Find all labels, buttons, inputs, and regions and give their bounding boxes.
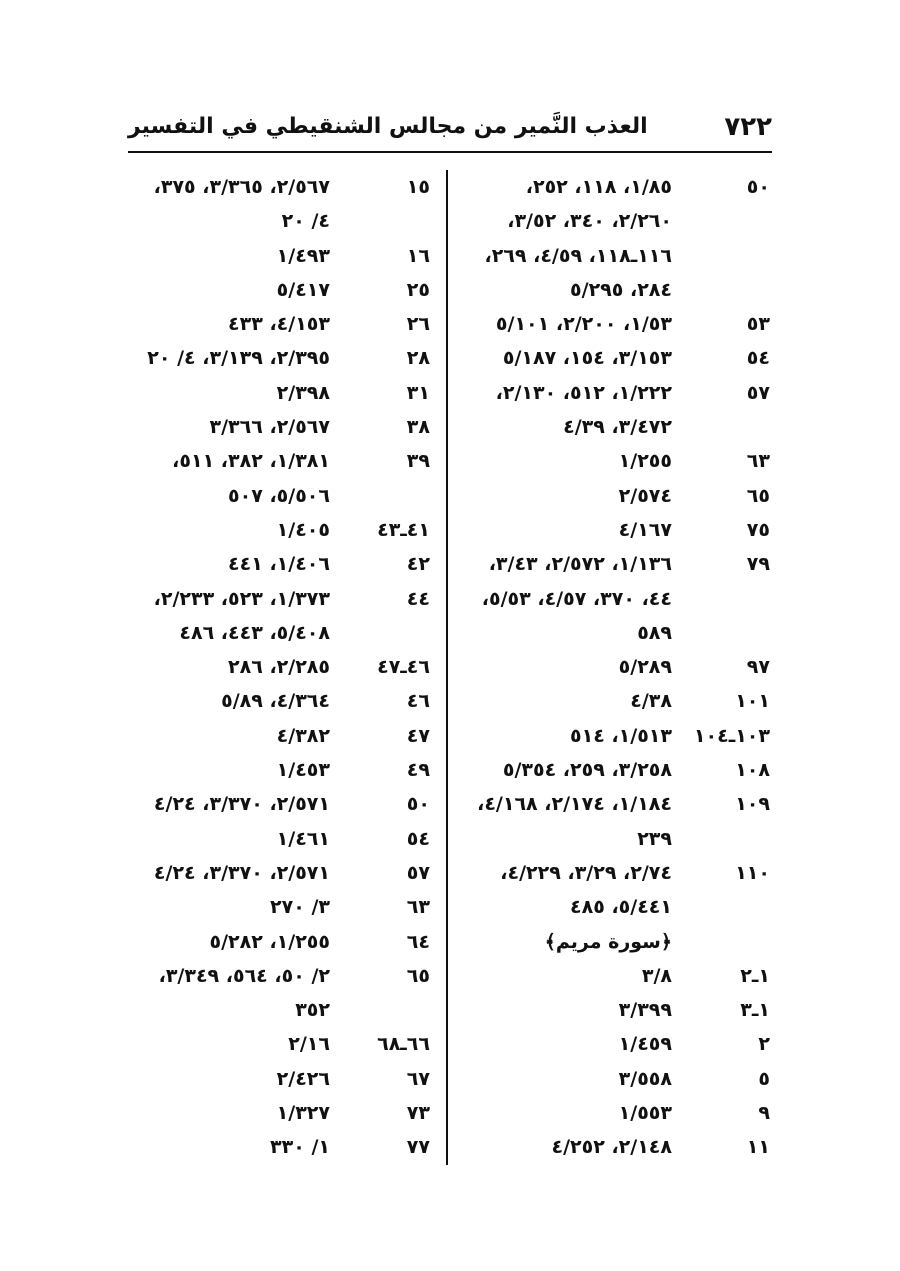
volume-page-refs: ٢/٥٧٤	[618, 484, 672, 507]
index-row	[460, 307, 770, 341]
volume-page-refs: ٤/١٥٣، ٤٣٣	[228, 313, 330, 336]
volume-page-refs: ٥/٥٠٦، ٥٠٧	[228, 484, 330, 507]
verse-number: ٧٥	[746, 518, 770, 541]
volume-page-refs: ٤/٣٦٤، ٥/٨٩	[221, 690, 330, 713]
index-row	[118, 856, 438, 890]
verse-number: ٤٩	[406, 759, 430, 782]
verse-number: ٤٦	[406, 690, 430, 713]
volume-page-refs: ٣/٨	[641, 964, 672, 987]
volume-page-refs: ١/٣٨١، ٣٨٢، ٥١١،	[172, 450, 330, 473]
volume-page-refs: ٣٥٢	[295, 999, 330, 1022]
volume-page-refs: ١/٤٠٦، ٤٤١	[228, 553, 330, 576]
index-row	[460, 1096, 770, 1130]
index-row	[118, 890, 438, 924]
verse-number: ٦٧	[406, 1067, 430, 1090]
verse-number: ٦٥	[746, 484, 770, 507]
volume-page-refs: ٢/٥٧١، ٣/٣٧٠، ٤/٢٤	[153, 861, 330, 884]
index-row	[460, 684, 770, 718]
verse-number: ٦٤	[406, 930, 430, 953]
volume-page-refs: ١/٣٧٣، ٥٢٣، ٢/٢٣٣،	[153, 587, 330, 610]
index-row	[118, 444, 438, 478]
left-column	[118, 170, 438, 1165]
volume-page-refs: ١/٥١٣، ٥١٤	[570, 724, 672, 747]
index-row	[118, 1130, 438, 1164]
volume-page-refs: ٥٨٩	[637, 621, 672, 644]
verse-number: ٥٧	[406, 861, 430, 884]
volume-page-refs: ١/١٨٤، ٢/١٧٤، ٤/١٦٨،	[477, 793, 672, 816]
verse-number: ٣٩	[406, 450, 430, 473]
index-row	[118, 650, 438, 684]
index-row	[460, 787, 770, 821]
index-row	[460, 753, 770, 787]
verse-number: ٧٧	[406, 1136, 430, 1159]
index-row	[460, 1130, 770, 1164]
index-row	[460, 341, 770, 375]
volume-page-refs: ٢/٥٧١، ٣/٣٧٠، ٤/٢٤	[153, 793, 330, 816]
index-row	[118, 684, 438, 718]
verse-number: ٥٣	[746, 313, 770, 336]
index-row	[460, 856, 770, 890]
volume-page-refs: ٢/٥٦٧، ٣/٣٦٥، ٣٧٥،	[153, 176, 330, 198]
index-row	[118, 479, 438, 513]
verse-number: ١ـ٢	[740, 964, 770, 987]
index-row	[118, 925, 438, 959]
index-row	[118, 787, 438, 821]
index-row	[118, 410, 438, 444]
volume-page-refs: ٢/٧٤، ٣/٢٩، ٤/٢٢٩،	[500, 861, 672, 884]
verse-number: ٦٣	[746, 450, 770, 473]
index-row	[460, 444, 770, 478]
verse-number: ٩٧	[746, 656, 770, 679]
index-row	[118, 1027, 438, 1061]
page-header	[128, 108, 772, 152]
verse-number: ٢٨	[406, 347, 430, 370]
index-row	[118, 1096, 438, 1130]
index-row	[460, 513, 770, 547]
index-row	[118, 170, 438, 204]
volume-page-refs: ١/٤٠٥	[276, 518, 330, 541]
volume-page-refs: ١/١٣٦، ٢/٥٧٢، ٣/٤٣،	[488, 553, 672, 576]
index-row	[460, 376, 770, 410]
volume-page-refs: ٤/٣٨٢	[276, 724, 330, 747]
volume-page-refs: ١/ ٣٣٠	[270, 1136, 330, 1159]
verse-number: ١٦	[406, 244, 430, 267]
volume-page-refs: ١/٤٥٣	[276, 759, 330, 782]
verse-number: ٤٤	[406, 587, 430, 610]
volume-page-refs: ٢/٢٨٥، ٢٨٦	[228, 656, 330, 679]
verse-number: ٩	[758, 1102, 770, 1125]
index-row	[460, 204, 770, 238]
index-row	[118, 616, 438, 650]
index-row	[460, 650, 770, 684]
verse-number: ١١٠	[735, 861, 770, 884]
verse-number: ٥٧	[746, 381, 770, 404]
verse-number: ١ـ٣	[740, 999, 770, 1022]
volume-page-refs: ١/٢٥٥	[618, 450, 672, 473]
volume-page-refs: ١/٣٢٧	[276, 1102, 330, 1125]
index-row	[118, 376, 438, 410]
surah-heading: ﴿سورة مريم﴾	[544, 930, 672, 953]
index-row	[118, 341, 438, 375]
volume-page-refs: ٢/١٤٨، ٤/٢٥٢	[551, 1136, 672, 1159]
volume-page-refs: ٢/٣٩٥، ٣/١٣٩، ٤/ ٢٠	[147, 347, 330, 370]
index-row	[460, 410, 770, 444]
verse-number: ٦٥	[406, 964, 430, 987]
volume-page-refs: ٢/١٦	[288, 1033, 330, 1056]
verse-number: ٥	[758, 1067, 770, 1090]
verse-number: ١٥	[406, 176, 430, 198]
verse-number: ٤٧	[406, 724, 430, 747]
running-title: العذب النَّمير من مجالس الشنقيطي في التفسير	[128, 114, 648, 139]
index-row	[118, 719, 438, 753]
volume-page-refs: ٢/٣٩٨	[276, 381, 330, 404]
volume-page-refs: ١/٨٥، ١١٨، ٢٥٢،	[525, 176, 672, 198]
index-row	[460, 890, 770, 924]
index-row	[460, 582, 770, 616]
verse-number: ١١	[746, 1136, 770, 1159]
volume-page-refs: ٢/ ٥٠، ٥٦٤، ٣/٣٤٩،	[158, 964, 330, 987]
volume-page-refs: ٣/ ٢٧٠	[270, 896, 330, 919]
index-row	[460, 993, 770, 1027]
volume-page-refs: ٥/٤٤١، ٤٨٥	[570, 896, 672, 919]
verse-number: ٤٦ـ٤٧	[377, 656, 430, 679]
index-row	[118, 959, 438, 993]
verse-number: ٦٣	[406, 896, 430, 919]
verse-number: ١٠٩	[735, 793, 770, 816]
index-row	[118, 1062, 438, 1096]
volume-page-refs: ٢٨٤، ٥/٢٩٥	[570, 278, 672, 301]
verse-number: ٢	[758, 1033, 770, 1056]
verse-number: ٤٢	[406, 553, 430, 576]
index-row	[460, 616, 770, 650]
index-row	[460, 822, 770, 856]
index-row	[460, 239, 770, 273]
header-rule	[128, 151, 772, 153]
index-row	[118, 753, 438, 787]
volume-page-refs: ٢/٢٦٠، ٣٤٠، ٣/٥٢،	[507, 210, 672, 233]
verse-number: ٥٤	[746, 347, 770, 370]
index-row	[460, 1027, 770, 1061]
volume-page-refs: ١/٤٦١	[276, 827, 330, 850]
index-row	[460, 547, 770, 581]
index-row	[460, 1062, 770, 1096]
index-row	[118, 239, 438, 273]
index-row	[460, 273, 770, 307]
index-row	[118, 582, 438, 616]
index-row	[118, 273, 438, 307]
index-row	[118, 547, 438, 581]
volume-page-refs: ٣/٣٩٩	[618, 999, 672, 1022]
volume-page-refs: ٤/١٦٧	[618, 518, 672, 541]
verse-number: ١٠٣ـ١٠٤	[693, 724, 770, 747]
index-row	[118, 513, 438, 547]
verse-number: ٦٦ـ٦٨	[377, 1033, 430, 1056]
column-divider	[446, 170, 448, 1165]
index-row	[118, 993, 438, 1027]
verse-number: ٤١ـ٤٣	[377, 518, 430, 541]
index-row	[460, 925, 770, 959]
verse-number: ١٠١	[735, 690, 770, 713]
verse-number: ٢٦	[406, 313, 430, 336]
volume-page-refs: ١/٢٥٥، ٥/٢٨٢	[209, 930, 330, 953]
index-row	[118, 822, 438, 856]
index-row	[460, 959, 770, 993]
volume-page-refs: ٢/٤٢٦	[276, 1067, 330, 1090]
index-row	[118, 307, 438, 341]
volume-page-refs: ١/٥٣، ٢/٢٠٠، ٥/١٠١	[495, 313, 672, 336]
page-number: ٧٢٢	[724, 112, 772, 142]
volume-page-refs: ٣/٢٥٨، ٢٥٩، ٥/٣٥٤	[502, 759, 672, 782]
volume-page-refs: ٤/٣٨	[630, 690, 672, 713]
volume-page-refs: ١/٤٩٣	[276, 244, 330, 267]
volume-page-refs: ٢/٥٦٧، ٣/٣٦٦	[209, 416, 330, 439]
verse-number: ٧٩	[746, 553, 770, 576]
volume-page-refs: ٥/٤١٧	[276, 278, 330, 301]
volume-page-refs: ٥/٢٨٩	[618, 656, 672, 679]
volume-page-refs: ١/٥٥٣	[618, 1102, 672, 1125]
verse-number: ١٠٨	[735, 759, 770, 782]
verse-number: ٣١	[406, 381, 430, 404]
index-row	[460, 719, 770, 753]
volume-page-refs: ١/٤٥٩	[618, 1033, 672, 1056]
volume-page-refs: ٣/٥٥٨	[618, 1067, 672, 1090]
volume-page-refs: ٣/٤٧٢، ٤/٣٩	[563, 416, 672, 439]
verse-number: ٥٤	[406, 827, 430, 850]
volume-page-refs: ٥/٤٠٨، ٤٤٣، ٤٨٦	[179, 621, 330, 644]
verse-number: ٥٠	[406, 793, 430, 816]
right-column	[460, 170, 770, 1165]
volume-page-refs: ١/٢٢٢، ٥١٢، ٢/١٣٠،	[495, 381, 672, 404]
verse-number: ٢٥	[406, 278, 430, 301]
volume-page-refs: ٤٤، ٣٧٠، ٤/٥٧، ٥/٥٣،	[481, 587, 672, 610]
index-row	[460, 170, 770, 204]
verse-number: ٧٣	[406, 1102, 430, 1125]
volume-page-refs: ٤/ ٢٠	[281, 210, 330, 233]
verse-number: ٣٨	[406, 416, 430, 439]
verse-number: ٥٠	[746, 176, 770, 198]
volume-page-refs: ١١٦ـ١١٨، ٤/٥٩، ٢٦٩،	[484, 244, 672, 267]
index-row	[460, 479, 770, 513]
index-row	[118, 204, 438, 238]
volume-page-refs: ٢٣٩	[637, 827, 672, 850]
volume-page-refs: ٣/١٥٣، ١٥٤، ٥/١٨٧	[502, 347, 672, 370]
